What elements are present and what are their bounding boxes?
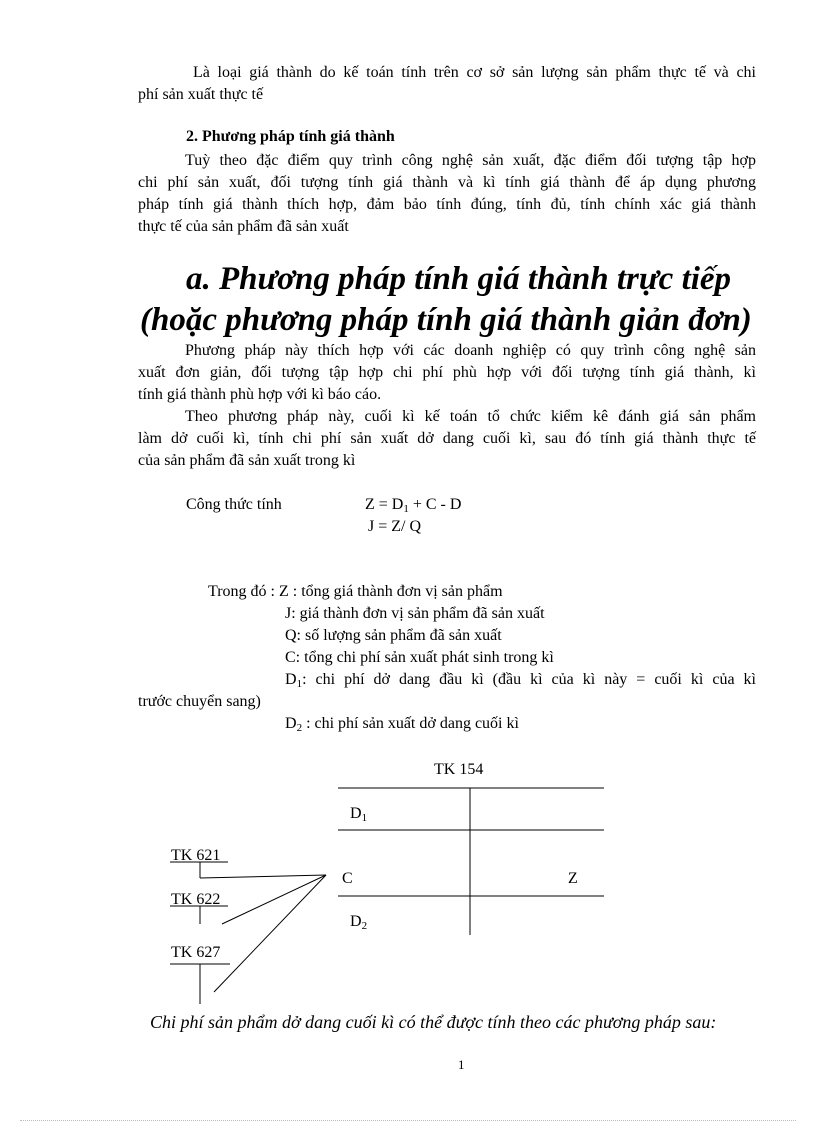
section-2-line-4: thực tế của sản phẩm đã sản xuất [138,218,349,235]
formula-label: Công thức tính [186,496,282,513]
tk154-d2-label: $D_2$ [350,913,368,932]
para-1-line-2: xuất đơn giản, đối tượng tập hợp chi phí phù hợp với đối tượng tính giá thành, kì [138,364,756,381]
legend-d2: $D_2$ : chi phí sản xuất dở dang cuối kì [285,715,519,734]
section-2-heading: 2. Phương pháp tính giá thành [186,128,395,145]
page-bottom-border [20,1120,796,1121]
para-1-line-3: tính giá thành phù hợp với kì báo cáo. [138,386,382,403]
para-1-line-1: Phương pháp này thích hợp với các doanh nghiệp có quy trình công nghệ sản [185,342,756,359]
legend-q: Q: số lượng sản phẩm đã sản xuất [285,627,502,644]
section-2-line-3: pháp tính giá thành thích hợp, đảm bảo tính đúng, tính đủ, tính chính xác giá thành [138,196,756,213]
tk622-label: TK 622 [171,891,221,908]
intro-line-1: Là loại giá thành do kế toán tính trên cơ sở sản lượng sản phẩm thực tế và chi [193,64,756,81]
section-2-line-2: chi phí sản xuất, đối tượng tính giá thành và kì tính giá thành để áp dụng phương [138,174,756,191]
legend-intro: Trong đó : Z : tổng giá thành đơn vị sản phẩm [208,583,503,600]
para-2-line-2: làm dở cuối kì, tính chi phí sản xuất dở dang cuối kì, sau đó tính giá thành thực tế [138,430,756,447]
arrow-tk627-to-c [214,875,326,992]
tk621-label: TK 621 [171,847,221,864]
tk154-c-label: C [342,870,353,887]
intro-line-2: phí sản xuất thực tế [138,86,264,103]
section-2-line-1: Tuỳ theo đặc điểm quy trình công nghệ sản xuất, đặc điểm đối tượng tập hợp [185,152,756,169]
section-a-title-line-2: (hoặc phương pháp tính giá thành giản đơn) [140,302,752,338]
arrow-tk621-to-c [200,875,326,878]
formula-j: J = Z/ Q [368,518,422,535]
legend-j: J: giá thành đơn vị sản phẩm đã sản xuất [285,605,545,622]
page-number: 1 [458,1057,465,1072]
section-a-title-line-1: a. Phương pháp tính giá thành trực tiếp [186,261,732,297]
tk154-title: TK 154 [434,761,484,778]
formula-z: $Z = D_1 + C - D$ [365,496,462,515]
para-2-line-3: của sản phẩm đã sản xuất trong kì [138,452,356,469]
legend-d1: $D_1$: chi phí dở dang đầu kì (đầu kì của kì này = cuối kì của kì [285,671,756,690]
para-2-line-1: Theo phương pháp này, cuối kì kế toán tổ chức kiểm kê đánh giá sản phẩm [185,408,756,425]
closing-note: Chi phí sản phẩm dở dang cuối kì có thể được tính theo các phương pháp sau: [150,1012,717,1032]
tk627-label: TK 627 [171,944,221,961]
arrow-tk622-to-c [222,875,326,924]
tk154-z-label: Z [568,870,578,887]
legend-d1-continued: trước chuyển sang) [138,693,261,710]
legend-c: C: tổng chi phí sản xuất phát sinh trong kì [285,649,554,666]
tk154-d1-label: $D_1$ [350,805,368,824]
